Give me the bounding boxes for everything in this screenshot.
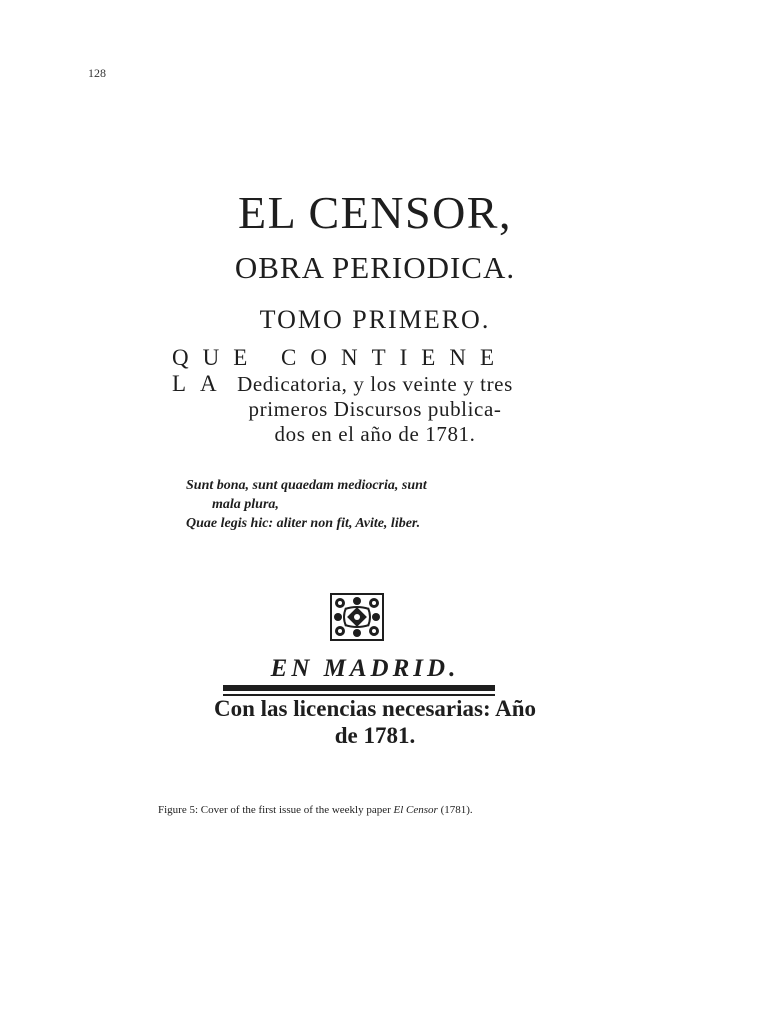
motto-line: Sunt bona, sunt quaedam mediocria, sunt: [186, 478, 427, 493]
contents-line: primeros Discursos publica-: [248, 397, 502, 421]
page-number: 128: [88, 66, 106, 80]
plate-subtitle: OBRA PERIODICA.: [234, 250, 516, 285]
caption-prefix: Figure 5: Cover of the first issue of the weekly paper: [158, 804, 394, 816]
figure-caption: [158, 804, 658, 816]
contents-heading: QUE CONTIENE LA: [172, 345, 508, 396]
plate-title: EL CENSOR,: [238, 187, 512, 238]
license-line: Con las licencias necesarias: Año: [214, 696, 536, 721]
motto-line: mala plura,: [212, 497, 279, 512]
floral-ornament-icon: [330, 593, 384, 641]
caption-title: El Censor: [393, 804, 438, 816]
latin-motto: [186, 476, 566, 533]
motto-line: Quae legis hic: aliter non fit, Avite, liber.: [186, 516, 421, 531]
imprint-rule-thick: [223, 685, 495, 691]
title-page-plate: [160, 180, 590, 780]
imprint-place: EN MADRID.: [270, 655, 460, 682]
contents-description: [160, 372, 590, 447]
plate-volume: TOMO PRIMERO.: [259, 305, 491, 334]
contents-line: dos en el año de 1781.: [274, 422, 476, 446]
caption-suffix: (1781).: [437, 804, 473, 816]
license-line: de 1781.: [334, 723, 416, 748]
contents-line: Dedicatoria, y los veinte y tres: [237, 372, 513, 396]
license-statement: [160, 695, 590, 749]
